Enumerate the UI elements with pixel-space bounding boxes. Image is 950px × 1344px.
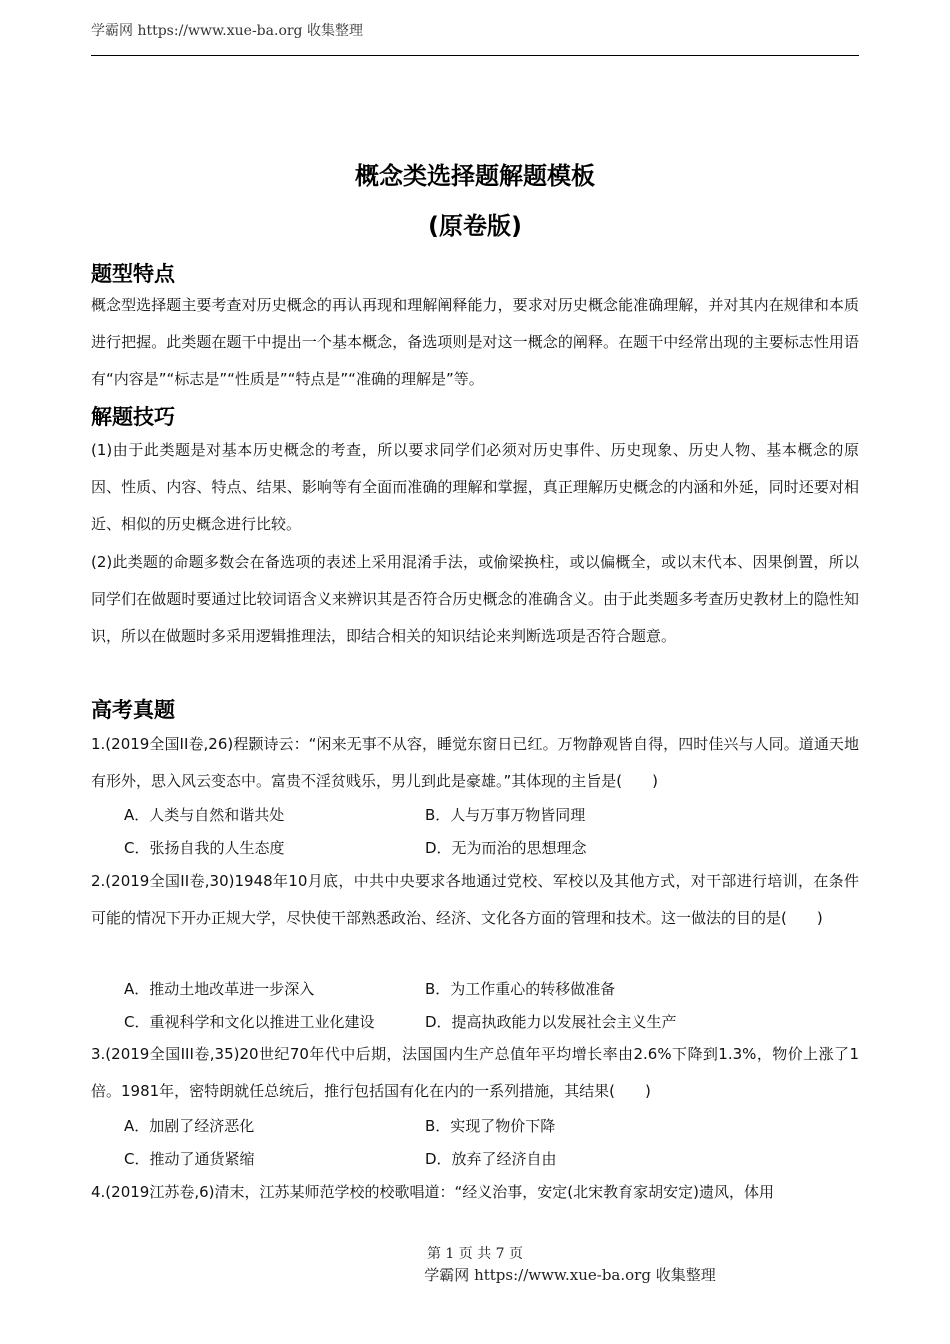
document-subtitle: (原卷版) <box>428 212 522 240</box>
question-2-option-d: D．提高执政能力以发展社会主义生产 <box>425 1013 677 1031</box>
skills-paragraph-2: (2)此类题的命题多数会在备选项的表述上采用混淆手法，或偷梁换柱，或以偏概全，或以末代本、因果倒置，所以同学们在做题时要通过比较词语含义来辨识其是否符合历史概念的准确含义。由于此类题多考查历史教材上的隐性知识，所以在做题时多采用逻辑推理法，即结合相关的知识结论来判断选项是否符合题意。 <box>91 553 859 645</box>
question-2-option-c: C．重视科学和文化以推进工业化建设 <box>124 1013 375 1031</box>
header-divider <box>91 55 859 56</box>
section-heading-exam: 高考真题 <box>91 698 175 722</box>
question-3-option-c: C．推动了通货紧缩 <box>124 1150 255 1168</box>
page-footer <box>0 1264 950 1285</box>
question-2-option-b: B．为工作重心的转移做准备 <box>425 980 616 998</box>
question-3-option-d: D．放弃了经济自由 <box>425 1150 557 1168</box>
question-3-option-b: B．实现了物价下降 <box>425 1117 556 1135</box>
features-paragraph: 概念型选择题主要考查对历史概念的再认再现和理解阐释能力，要求对历史概念能准确理解，并对其内在规律和本质进行把握。此类题在题干中提出一个基本概念，备选项则是对这一概念的阐释。在题干中经常出现的主要标志性用语有“内容是”“标志是”“性质是”“特点是”“准确的理解是”等。 <box>91 296 859 388</box>
question-1-stem: 1.(2019全国II卷,26)程颢诗云：“闲来无事不从容，睡觉东窗日已红。万物静观皆自得，四时佳兴与人同。道通天地有形外，思入风云变态中。富贵不淫贫贱乐，男儿到此是豪雄。”其体现的主旨是( ) <box>91 735 859 790</box>
footer-site-text: 学霸网 https://www.xue-ba.org 收集整理 <box>424 1266 716 1284</box>
skills-paragraph-1: (1)由于此类题是对基本历史概念的考查，所以要求同学们必须对历史事件、历史现象、历史人物、基本概念的原因、性质、内容、特点、结果、影响等有全面而准确的理解和掌握，真正理解历史概念的内涵和外延，同时还要对相近、相似的历史概念进行比较。 <box>91 441 859 533</box>
question-2-stem: 2.(2019全国II卷,30)1948年10月底，中共中央要求各地通过党校、军校以及其他方式，对干部进行培训，在条件可能的情况下开办正规大学，尽快使干部熟悉政治、经济、文化各方面的管理和技术。这一做法的目的是( ) <box>91 872 859 927</box>
question-1-option-d: D．无为而治的思想理念 <box>425 839 587 857</box>
question-3-stem: 3.(2019全国III卷,35)20世纪70年代中后期，法国国内生产总值年平均增长率由2.6%下降到1.3%，物价上涨了1倍。1981年，密特朗就任总统后，推行包括国有化在内的一系列措施，其结果( ) <box>91 1045 859 1100</box>
page-header: 学霸网 https://www.xue-ba.org 收集整理 <box>91 23 363 39</box>
question-2-option-a: A．推动土地改革进一步深入 <box>124 980 315 998</box>
question-1-option-c: C．张扬自我的人生态度 <box>124 839 285 857</box>
section-heading-features: 题型特点 <box>91 262 175 286</box>
section-heading-skills: 解题技巧 <box>91 405 175 429</box>
question-3-option-a: A．加剧了经济恶化 <box>124 1117 255 1135</box>
question-4-stem: 4.(2019江苏卷,6)清末，江苏某师范学校的校歌唱道：“经义治事，安定(北宋教育家胡安定)遗风，体用 <box>91 1183 774 1201</box>
page-number: 第 1 页 共 7 页 <box>426 1246 524 1262</box>
question-1-option-b: B．人与万事万物皆同理 <box>425 806 586 824</box>
question-1-option-a: A．人类与自然和谐共处 <box>124 806 285 824</box>
document-title: 概念类选择题解题模板 <box>355 162 595 190</box>
